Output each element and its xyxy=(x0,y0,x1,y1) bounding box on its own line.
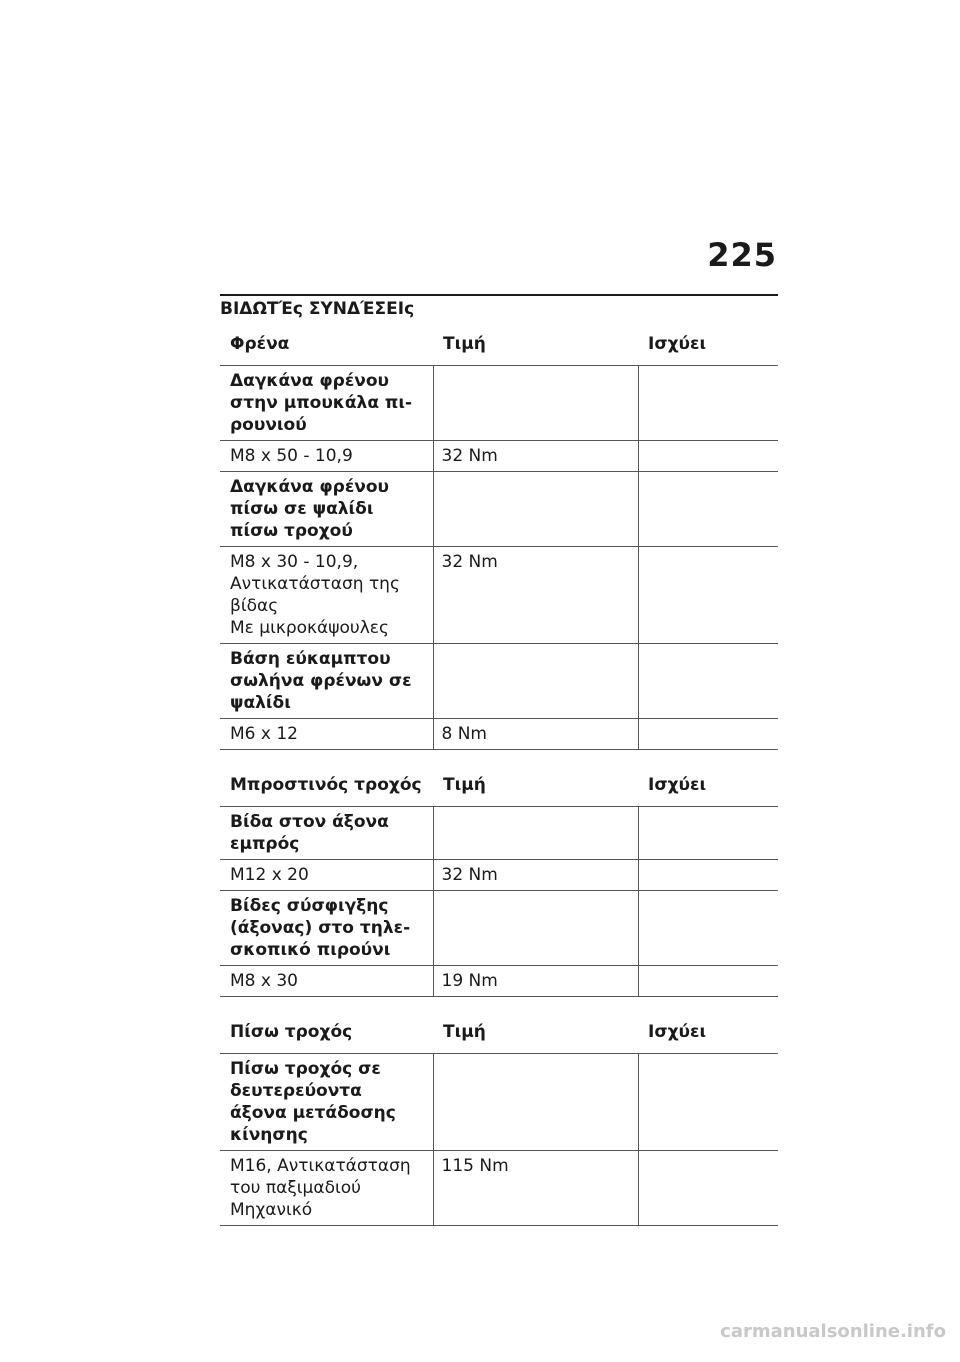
spec-line: Μ12 x 20 xyxy=(230,865,309,885)
spec-line: Μ8 x 50 - 10,9 xyxy=(230,446,353,466)
column-header: Πίσω τροχός xyxy=(220,1011,433,1054)
page-number: 225 xyxy=(707,236,777,274)
table-gap xyxy=(220,750,778,764)
spec-cell xyxy=(220,441,433,472)
empty-cell xyxy=(638,807,778,860)
column-header: Μπροστινός τροχός xyxy=(220,764,433,807)
empty-cell xyxy=(638,1054,778,1151)
spec-line: Μηχανικό xyxy=(230,1200,313,1220)
applies-cell xyxy=(638,966,778,997)
empty-cell xyxy=(638,472,778,547)
column-header: Τιμή xyxy=(433,764,638,807)
torque-tables xyxy=(220,323,778,1226)
column-header: Φρένα xyxy=(220,323,433,366)
spec-line: Μ8 x 30 xyxy=(230,971,298,991)
component-label: Βίδες σύσφιγξης (άξονας) στο τηλεσκοπικό πιρούνι xyxy=(220,891,433,966)
table-gap xyxy=(220,997,778,1011)
column-header: Ισχύει xyxy=(638,764,778,807)
spec-cell xyxy=(220,1151,433,1226)
table-row xyxy=(220,472,778,547)
spec-line: Μ16, Αντικατάσταση xyxy=(230,1156,411,1176)
component-label: Πίσω τροχός σε δευτερεύοντα άξονα μετάδοσης κίνησης xyxy=(220,1054,433,1151)
empty-cell xyxy=(433,1054,638,1151)
table-row xyxy=(220,547,778,644)
empty-cell xyxy=(433,644,638,719)
table-row xyxy=(220,644,778,719)
spec-cell xyxy=(220,966,433,997)
table-header-row xyxy=(220,323,778,366)
column-header: Τιμή xyxy=(433,323,638,366)
component-label: Δαγκάνα φρένου στην μπουκάλα πιρουνιού xyxy=(220,366,433,441)
empty-cell xyxy=(638,366,778,441)
torque-table xyxy=(220,764,778,997)
table-row xyxy=(220,966,778,997)
column-header: Τιμή xyxy=(433,1011,638,1054)
applies-cell xyxy=(638,547,778,644)
column-header: Ισχύει xyxy=(638,323,778,366)
torque-value: 32 Nm xyxy=(433,547,638,644)
spec-cell xyxy=(220,860,433,891)
applies-cell xyxy=(638,719,778,750)
torque-value: 32 Nm xyxy=(433,441,638,472)
empty-cell xyxy=(638,644,778,719)
spec-cell xyxy=(220,547,433,644)
table-row xyxy=(220,860,778,891)
table-row xyxy=(220,1151,778,1226)
table-row xyxy=(220,891,778,966)
applies-cell xyxy=(638,1151,778,1226)
applies-cell xyxy=(638,860,778,891)
empty-cell xyxy=(433,472,638,547)
torque-content xyxy=(220,294,778,1226)
torque-table xyxy=(220,323,778,750)
spec-cell xyxy=(220,719,433,750)
applies-cell xyxy=(638,441,778,472)
torque-table xyxy=(220,1011,778,1226)
torque-value: 8 Nm xyxy=(433,719,638,750)
column-header: Ισχύει xyxy=(638,1011,778,1054)
table-row xyxy=(220,366,778,441)
torque-value: 19 Nm xyxy=(433,966,638,997)
component-label: Βίδα στον άξονα εμπρός xyxy=(220,807,433,860)
table-row xyxy=(220,1054,778,1151)
torque-value: 32 Nm xyxy=(433,860,638,891)
table-row xyxy=(220,719,778,750)
table-row xyxy=(220,441,778,472)
table-row xyxy=(220,807,778,860)
spec-line: Με μικροκάψουλες xyxy=(230,618,389,638)
table-header-row xyxy=(220,764,778,807)
watermark: carmanualsonline.info xyxy=(720,1321,946,1342)
spec-line: Μ8 x 30 - 10,9, Αντικατάσταση της βίδας xyxy=(230,552,400,616)
spec-line: του παξιμαδιού xyxy=(230,1178,361,1198)
empty-cell xyxy=(433,807,638,860)
table-header-row xyxy=(220,1011,778,1054)
empty-cell xyxy=(433,891,638,966)
empty-cell xyxy=(638,891,778,966)
empty-cell xyxy=(433,366,638,441)
spec-line: Μ6 x 12 xyxy=(230,724,298,744)
component-label: Βάση εύκαμπτου σωλήνα φρένων σε ψαλίδι xyxy=(220,644,433,719)
component-label: Δαγκάνα φρένου πίσω σε ψαλίδι πίσω τροχού xyxy=(220,472,433,547)
section-title: ΒΙΔΩΤΈς ΣΥΝΔΈΣΕΙς xyxy=(220,294,778,323)
torque-value: 115 Nm xyxy=(433,1151,638,1226)
